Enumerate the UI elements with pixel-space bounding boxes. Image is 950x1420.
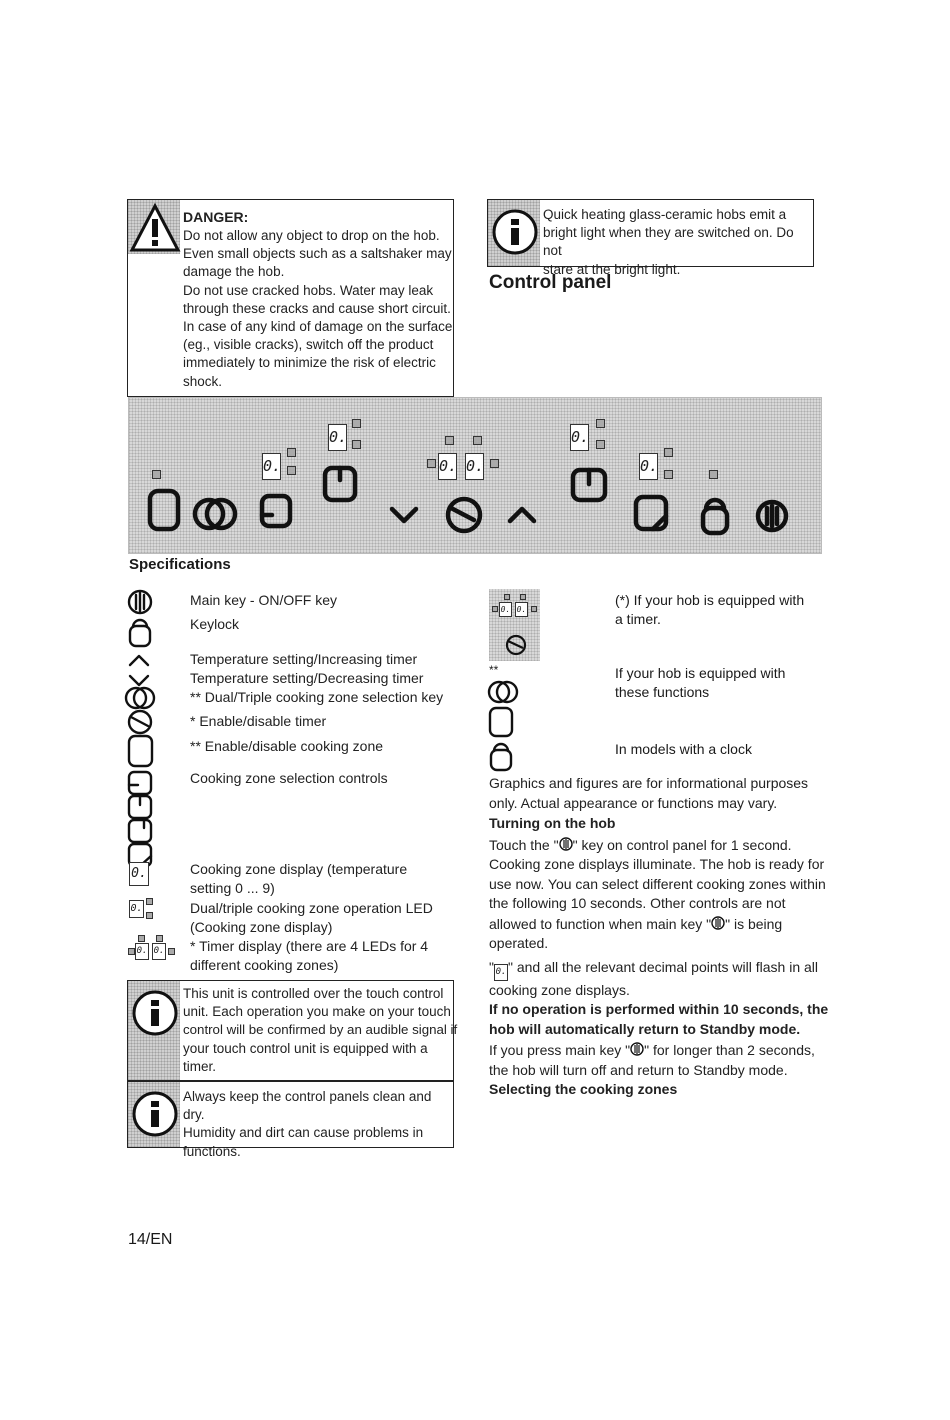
danger-line: In case of any kind of damage on the surface	[183, 319, 453, 335]
turning-on-line: the following 10 seconds. Other controls are not	[489, 895, 786, 911]
danger-line: shock.	[183, 373, 223, 389]
turning-on-heading: Turning on the hob	[489, 815, 616, 831]
increase-key-icon	[510, 509, 534, 521]
info-box-touch-control	[127, 980, 458, 1081]
main-key-icon	[711, 916, 725, 930]
info-icon	[492, 209, 538, 255]
info-line: Humidity and dirt can cause problems in	[183, 1125, 424, 1141]
timer-led	[531, 606, 537, 612]
text: " and all the relevant decimal points will flash in all	[507, 958, 819, 975]
spec-enable-zone: ** Enable/disable cooking zone	[190, 738, 384, 754]
timer-icon	[505, 634, 527, 656]
spec-main-key: Main key - ON/OFF key	[190, 592, 338, 608]
spec-zone-display-2: setting 0 ... 9)	[190, 880, 275, 896]
info-text	[183, 1088, 453, 1161]
decrease-key-icon	[392, 509, 416, 521]
zone-display-inline: 0.	[494, 964, 508, 981]
operated-line: operated.	[489, 935, 549, 951]
spec-zone-select: Cooking zone selection controls	[190, 770, 388, 786]
spec-zone-display-icon: 0.	[129, 862, 149, 886]
control-panel-illustration	[128, 397, 822, 554]
specifications-heading: Specifications	[129, 556, 231, 573]
text: "	[489, 958, 494, 975]
spec-temp-increase: Temperature setting/Increasing timer	[190, 651, 418, 667]
timer-note	[615, 591, 804, 629]
press-line: the hob will turn off and return to Standby mode.	[489, 1061, 788, 1078]
info-box-bright-light	[487, 199, 814, 277]
info-icon	[132, 1091, 178, 1137]
zone-select-icon	[129, 772, 151, 794]
flash-line	[489, 958, 829, 981]
panel-keys	[129, 398, 821, 553]
info-line: functions.	[183, 1143, 241, 1159]
functions-note	[615, 664, 785, 702]
zone-display: 0.	[570, 424, 589, 451]
right-column-text	[489, 774, 829, 1100]
info-text	[183, 985, 457, 1076]
zone-display: 0.	[639, 453, 658, 480]
spec-keylock: Keylock	[190, 616, 240, 632]
note-line: a timer.	[615, 611, 661, 627]
increase-icon	[130, 656, 148, 665]
info-line: timer.	[183, 1058, 217, 1074]
allowed-line	[489, 915, 829, 935]
info-line: stare at the bright light.	[543, 261, 681, 277]
turning-on-line: Cooking zone displays illuminate. The hob is ready for	[489, 856, 825, 872]
info-text	[543, 206, 813, 279]
zone-select-key-icon	[262, 496, 290, 526]
spec-timer-display: * Timer display (there are 4 LEDs for 4	[190, 938, 429, 954]
spec-dual-led-icon: 0.	[129, 900, 144, 918]
spec-temp-decrease: Temperature setting/Decreasing timer	[190, 670, 424, 686]
spec-timer: * Enable/disable timer	[190, 713, 327, 729]
spec-timer-display-icon: 0.	[135, 943, 149, 960]
spec-dual-triple: ** Dual/Triple cooking zone selection key	[190, 689, 444, 705]
clock-note: In models with a clock	[615, 741, 752, 757]
zone-select-icon	[129, 820, 151, 842]
info-icon	[132, 990, 178, 1036]
note-line: If your hob is equipped with	[615, 665, 786, 681]
info-line: your touch control unit is equipped with a	[183, 1040, 428, 1056]
info-line: Always keep the control panels clean and dry.	[183, 1089, 432, 1123]
spec-dual-led-2: (Cooking zone display)	[190, 919, 333, 935]
info-line: bright light when they are switched on. Do not	[543, 225, 794, 259]
spec-led	[168, 948, 175, 955]
double-star: **	[489, 663, 499, 677]
press-line	[489, 1041, 829, 1061]
info-line: This unit is controlled over the touch control	[183, 986, 444, 1001]
standby-warning: If no operation is performed within 10 seconds, the	[489, 1001, 829, 1017]
info-line: control will be confirmed by an audible signal if	[183, 1022, 458, 1038]
timer-led	[520, 594, 526, 600]
main-key-icon	[630, 1042, 644, 1056]
danger-line: damage the hob.	[183, 264, 285, 280]
page-number: 14/EN	[128, 1231, 173, 1248]
timer-illustration	[489, 589, 540, 661]
danger-line: through these cracks and cause short circuit.	[183, 300, 451, 316]
decrease-icon	[130, 676, 148, 685]
timer-display: 0.	[438, 453, 457, 480]
timer-display: 0.	[465, 453, 484, 480]
cooking-zone-enable-key-icon	[150, 491, 178, 529]
note-line: (*) If your hob is equipped with	[615, 592, 805, 608]
spec-zone-display: Cooking zone display (temperature	[190, 861, 408, 877]
cooking-zone-icon	[129, 736, 152, 766]
selecting-heading: Selecting the cooking zones	[489, 1081, 678, 1097]
danger-line: (eg., visible cracks), switch off the product	[183, 337, 434, 353]
spec-led	[146, 898, 153, 905]
keylock-icon	[491, 750, 511, 770]
danger-box	[127, 199, 454, 397]
flash-line: cooking zone displays.	[489, 981, 630, 998]
spec-led	[146, 912, 153, 919]
function-icons	[488, 678, 524, 778]
danger-text	[183, 227, 452, 391]
info-line: unit. Each operation you make on your touch	[183, 1004, 451, 1020]
text: " for longer than 2 seconds,	[644, 1042, 815, 1058]
danger-line: Do not use cracked hobs. Water may leak	[183, 282, 434, 298]
timer-display: 0.	[515, 602, 528, 617]
danger-line: immediately to minimize the risk of electric	[183, 355, 436, 371]
turning-on-line: use now. You can select different cooking zones within	[489, 875, 826, 892]
graphics-note: Graphics and figures are for informational purposes	[489, 775, 809, 791]
text: allowed to function when main key "	[489, 915, 712, 932]
main-key-icon	[559, 837, 573, 851]
text: Touch the "	[489, 836, 559, 853]
text: " key on control panel for 1 second.	[572, 836, 792, 853]
spec-led	[156, 935, 163, 942]
keylock-key-icon	[703, 508, 727, 533]
zone-display: 0.	[328, 424, 347, 451]
control-panel-heading: Control panel	[489, 272, 612, 293]
info-line: Quick heating glass-ceramic hobs emit a	[543, 207, 787, 222]
text: If you press main key "	[489, 1042, 631, 1058]
spec-icons	[126, 588, 162, 978]
turning-on-line	[489, 836, 829, 856]
info-box-clean-dry	[127, 1081, 454, 1159]
danger-line: Do not allow any object to drop on the hob.	[183, 228, 440, 243]
zone-display: 0.	[262, 453, 281, 480]
graphics-note: only. Actual appearance or functions may vary.	[489, 794, 778, 811]
spec-dual-led: Dual/triple cooking zone operation LED	[190, 900, 433, 916]
keylock-icon	[130, 626, 150, 646]
text: " is being	[725, 915, 783, 932]
cooking-zone-icon	[490, 708, 512, 736]
zone-select-key-icon	[636, 497, 666, 529]
warning-triangle-icon	[130, 203, 180, 253]
timer-led	[504, 594, 510, 600]
danger-title: DANGER:	[183, 209, 249, 225]
danger-line: Even small objects such as a saltshaker may	[183, 246, 452, 262]
timer-display: 0.	[499, 602, 512, 617]
spec-led	[138, 935, 145, 942]
note-line: these functions	[615, 684, 710, 700]
timer-led	[492, 606, 498, 612]
standby-warning: hob will automatically return to Standby mode.	[489, 1020, 801, 1037]
spec-timer-display-icon: 0.	[152, 943, 166, 960]
spec-led	[128, 948, 135, 955]
spec-timer-display-2: different cooking zones)	[190, 957, 339, 973]
